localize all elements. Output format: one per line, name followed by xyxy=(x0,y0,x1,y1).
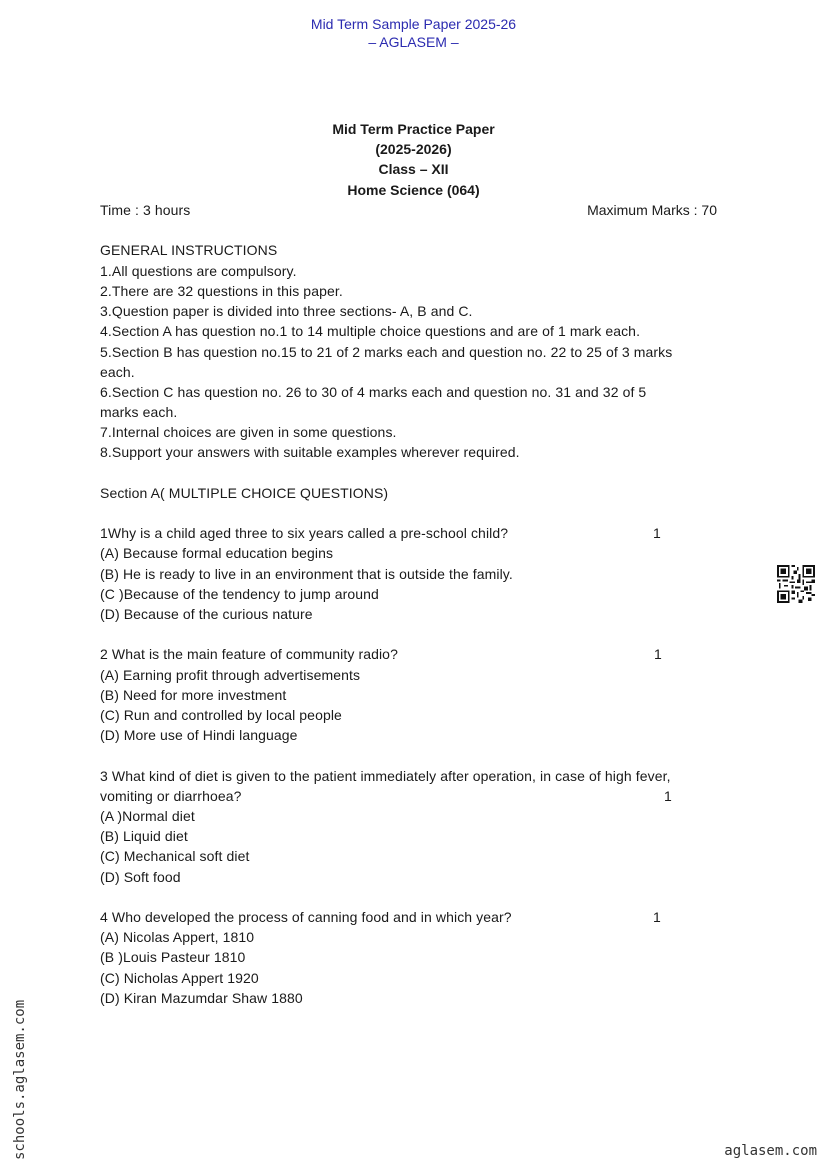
option: (B) Need for more investment xyxy=(100,687,287,703)
option: (B )Louis Pasteur 1810 xyxy=(100,949,246,965)
instructions-heading: GENERAL INSTRUCTIONS xyxy=(100,242,278,258)
time-allowed: Time : 3 hours xyxy=(100,202,191,218)
instruction-item: 4.Section A has question no.1 to 14 multiple choice questions and are of 1 mark each. xyxy=(100,323,641,339)
question-text: 1Why is a child aged three to six years called a pre-school child? xyxy=(100,525,509,541)
option: (D) More use of Hindi language xyxy=(100,727,298,743)
header-line-1: Mid Term Sample Paper 2025-26 xyxy=(310,16,517,32)
instruction-item: marks each. xyxy=(100,404,178,420)
instruction-item: 6.Section C has question no. 26 to 30 of 4 marks each and question no. 31 and 32 of 5 xyxy=(100,384,647,400)
option: (A )Normal diet xyxy=(100,808,195,824)
instruction-item: 1.All questions are compulsory. xyxy=(100,263,297,279)
qr-code-icon[interactable] xyxy=(777,565,815,603)
option: (A) Nicolas Appert, 1810 xyxy=(100,929,255,945)
instruction-item: 7.Internal choices are given in some questions. xyxy=(100,424,397,440)
section-a-heading: Section A( MULTIPLE CHOICE QUESTIONS) xyxy=(100,485,389,501)
paper-title: Mid Term Practice Paper xyxy=(332,121,495,137)
option: (D) Kiran Mazumdar Shaw 1880 xyxy=(100,990,303,1006)
paper-session: (2025-2026) xyxy=(375,141,452,157)
question-text: 4 Who developed the process of canning food and in which year? xyxy=(100,909,512,925)
option: (B) Liquid diet xyxy=(100,828,188,844)
option: (C) Run and controlled by local people xyxy=(100,707,342,723)
question-marks: 1 xyxy=(654,646,662,662)
instruction-item: 8.Support your answers with suitable examples wherever required. xyxy=(100,444,520,460)
question-marks: 1 xyxy=(653,909,661,925)
option: (C) Nicholas Appert 1920 xyxy=(100,970,259,986)
option: (C )Because of the tendency to jump around xyxy=(100,586,379,602)
option: (B) He is ready to live in an environment that is outside the family. xyxy=(100,566,513,582)
question-text: 3 What kind of diet is given to the patient immediately after operation, in case of high fever, xyxy=(100,768,671,784)
option: (D) Soft food xyxy=(100,869,181,885)
maximum-marks: Maximum Marks : 70 xyxy=(587,202,717,218)
question-marks: 1 xyxy=(664,788,672,804)
instruction-item: 5.Section B has question no.15 to 21 of 2 marks each and question no. 22 to 25 of 3 marks xyxy=(100,344,673,360)
side-watermark: schools.aglasem.com xyxy=(12,999,28,1160)
paper-class: Class – XII xyxy=(378,161,449,177)
instruction-item: 2.There are 32 questions in this paper. xyxy=(100,283,343,299)
question-text-continued: vomiting or diarrhoea? xyxy=(100,788,242,804)
option: (A) Because formal education begins xyxy=(100,545,334,561)
instruction-item: each. xyxy=(100,364,135,380)
header-line-2: – AGLASEM – xyxy=(368,34,459,50)
option: (A) Earning profit through advertisements xyxy=(100,667,361,683)
question-text: 2 What is the main feature of community radio? xyxy=(100,646,398,662)
footer-site[interactable]: aglasem.com xyxy=(724,1143,817,1159)
paper-subject: Home Science (064) xyxy=(347,182,480,198)
question-marks: 1 xyxy=(653,525,661,541)
option: (C) Mechanical soft diet xyxy=(100,848,250,864)
instruction-item: 3.Question paper is divided into three sections- A, B and C. xyxy=(100,303,473,319)
option: (D) Because of the curious nature xyxy=(100,606,313,622)
